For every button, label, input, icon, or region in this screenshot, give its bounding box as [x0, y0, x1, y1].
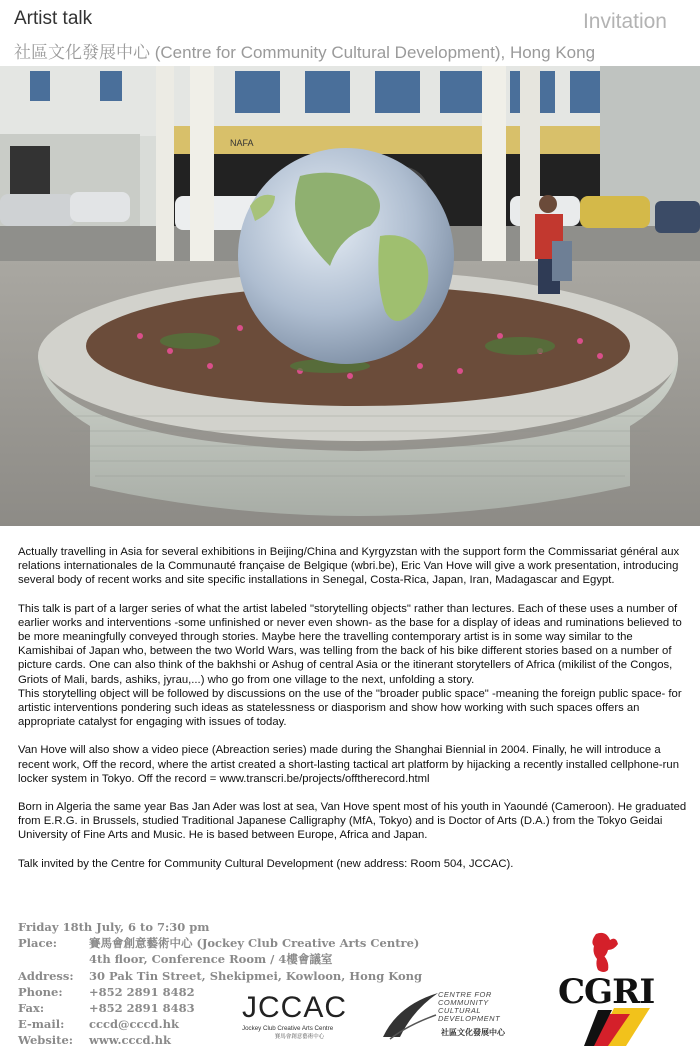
header — [0, 0, 700, 66]
phone-label: Phone: — [18, 984, 63, 999]
cccd-english-name: CENTRE FOR COMMUNITY CULTURAL DEVELOPMENT — [438, 990, 501, 1023]
fax-label: Fax: — [18, 1001, 45, 1016]
jccac-logo — [242, 993, 357, 1045]
website-link[interactable]: www.cccd.hk — [89, 1033, 171, 1048]
shop-sign: NAFA — [230, 138, 254, 148]
cccd-logo — [378, 985, 528, 1043]
phone-value: +852 2891 8482 — [89, 984, 195, 999]
paragraph-intro: Actually travelling in Asia for several exhibitions in Beijing/China and Kyrgyzstan with the support form the Commissariat général aux relations internationales de la Communauté française de Belgique (wbri.be), Eric Van Hove will give a work presentation, introducing several body of recent works and site specific installations in Senegal, Costa-Rica, Japan, Iran, Madagascar and Egypt. — [18, 546, 680, 587]
paragraph-storytelling: This talk is part of a larger series of what the artist labeled "storytelling objects" rather than lectures. Each of these uses a number of earlier works and interventions -some unfinished or never even shown- as the base for a display of ideas and ruminations believed to be more meaningfully conveyed through stories. Maybe here the travelling contemporary artist is in some way similar to the Kamishibai of Japan who, between the two World Wars, was telling from the back of his bike different stories based on a number of picture cards. One can also think of the bakhshi or Ashug of central Asia or the itinerant storytellers of Africa (mikilist of the Congos, Griots of Mali, bards, ashiks, jyrau,...) who go from one village to the next, unfolding a story. — [18, 602, 682, 686]
talk-description — [18, 545, 688, 885]
jccac-english-name: Jockey Club Creative Arts Centre — [242, 1025, 334, 1032]
address-label: Address: — [18, 968, 74, 983]
cccd-chinese-name: 社區文化發展中心 — [441, 1028, 505, 1037]
page-title: Artist talk — [14, 8, 93, 29]
email-link[interactable]: cccd@cccd.hk — [89, 1017, 179, 1032]
email-label: E-mail: — [18, 1017, 65, 1032]
paragraph-video: Van Hove will also show a video piece (Abreaction series) made during the Shanghai Biennial in 2004. Finally, he will introduce a recent work, Off the record, where the artist created a short-lasting tactical art platform by hijacking a recently installed cellphone-run locker system in Tokyo. Off the record = www.transcri.be/projects/offtherecord.html — [18, 744, 679, 785]
place-label: Place: — [18, 936, 58, 951]
paragraph-invited: Talk invited by the Centre for Community Cultural Development (new address: Room 504, JCCAC). — [18, 857, 514, 870]
website-label: Website: — [18, 1033, 74, 1048]
organizer-subtitle: 社區文化發展中心 (Centre for Community Cultural Development), Hong Kong — [14, 43, 596, 62]
globe-fountain-photo — [0, 66, 700, 526]
cgri-wordmark: CGRI — [558, 972, 655, 1012]
cgri-logo — [556, 930, 655, 1048]
jccac-chinese-name: 賽馬會創意藝術中心 — [274, 1034, 325, 1040]
invitation-label: Invitation — [582, 10, 667, 33]
jccac-wordmark: JCCAC — [242, 991, 348, 1024]
place-value: 賽馬會創意藝術中心 (Jockey Club Creative Arts Centre) — [89, 936, 420, 951]
fax-value: +852 2891 8483 — [89, 1001, 195, 1016]
paragraph-discussion: This storytelling object will be followed by discussions on the use of the "broader public space" -meaning the foreign public space- for artistic interventions pondering such ideas as statelessness or diasporism and show how working with such spaces offers an appropriate catalyst for engaging with issues of today. — [18, 687, 682, 729]
place-room: 4th floor, Conference Room / 4樓會議室 — [89, 952, 333, 967]
event-date: Friday 18th July, 6 to 7:30 pm — [18, 920, 210, 934]
event-details — [18, 919, 422, 1049]
paragraph-biography: Born in Algeria the same year Bas Jan Ader was lost at sea, Van Hove spent most of his youth in Yaoundé (Cameroon). He graduated from E.R.G. in Brussels, studied Traditional Japanese Calligraphy (MfA, Tokyo) and is Doctor of Arts (D.A.) from the Tokyo Geidai University of Fine Arts and Music. He is based between Europe, Africa and Japan. — [18, 801, 687, 842]
address-value: 30 Pak Tin Street, Shekipmei, Kowloon, Hong Kong — [89, 968, 423, 983]
